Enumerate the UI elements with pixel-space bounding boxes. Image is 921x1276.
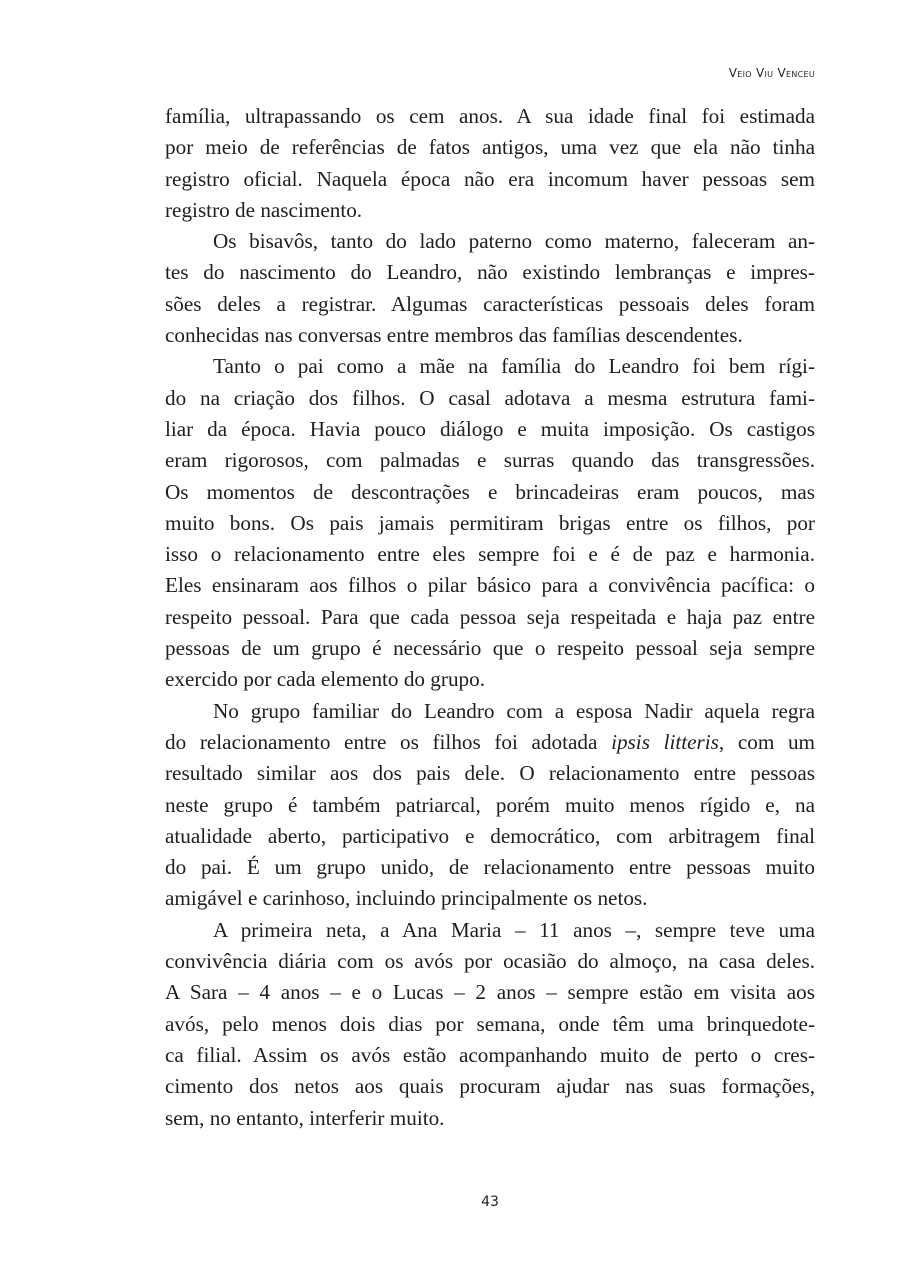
- text-line: avós, pelo menos dois dias por semana, onde têm uma brinquedote-: [165, 1011, 815, 1036]
- text-line: conhecidas nas conversas entre membros das famílias descendentes.: [165, 323, 743, 348]
- text-line: cimento dos netos aos quais procuram ajudar nas suas formações,: [165, 1074, 815, 1099]
- running-header: Veio Viu Venceu: [728, 66, 815, 80]
- text-line: pessoas de um grupo é necessário que o respeito pessoal seja sempre: [165, 636, 815, 661]
- text-line: família, ultrapassando os cem anos. A sua idade final foi estimada: [165, 104, 815, 128]
- text-line-with-italic: [165, 727, 815, 758]
- text-line: No grupo familiar do Leandro com a esposa Nadir aquela regra: [213, 698, 815, 723]
- text-line: eram rigorosos, com palmadas e surras quando das transgressões.: [165, 448, 815, 473]
- text-line: sões deles a registrar. Algumas características pessoais deles foram: [165, 291, 815, 316]
- text-line: registro oficial. Naquela época não era incomum haver pessoas sem: [165, 166, 815, 191]
- text-line: A primeira neta, a Ana Maria – 11 anos –, sempre teve uma: [213, 917, 815, 942]
- text-line: do pai. É um grupo unido, de relacionamento entre pessoas muito: [165, 855, 815, 880]
- text-line: convivência diária com os avós por ocasião do almoço, na casa deles.: [165, 949, 815, 974]
- paragraph: [165, 696, 815, 915]
- text-segment: do relacionamento entre os filhos foi adotada: [165, 729, 598, 754]
- text-line: Os momentos de descontrações e brincadeiras eram poucos, mas: [165, 479, 815, 504]
- text-line: isso o relacionamento entre eles sempre foi e é de paz e harmonia.: [165, 542, 815, 567]
- text-line: tes do nascimento do Leandro, não existindo lembranças e impres-: [165, 260, 815, 285]
- text-line: do na criação dos filhos. O casal adotava a mesma estrutura fami-: [165, 385, 815, 410]
- text-line: neste grupo é também patriarcal, porém muito menos rígido e, na: [165, 792, 815, 817]
- italic-phrase: ipsis litteris: [611, 729, 719, 754]
- text-line: sem, no entanto, interferir muito.: [165, 1105, 445, 1130]
- text-line: amigável e carinhoso, incluindo principalmente os netos.: [165, 886, 648, 911]
- paragraph: [165, 915, 815, 1134]
- text-line: liar da época. Havia pouco diálogo e muita imposição. Os castigos: [165, 416, 815, 441]
- paragraph: [165, 351, 815, 695]
- paragraph: [165, 226, 815, 351]
- text-segment: , com um: [718, 729, 816, 754]
- text-line: Tanto o pai como a mãe na família do Leandro foi bem rígi-: [213, 354, 815, 379]
- text-line: Os bisavôs, tanto do lado paterno como materno, faleceram an-: [213, 229, 815, 254]
- text-line: ca filial. Assim os avós estão acompanhando muito de perto o cres-: [165, 1042, 815, 1067]
- text-line: exercido por cada elemento do grupo.: [165, 667, 486, 692]
- page-number: 43: [481, 1194, 499, 1210]
- text-line: Eles ensinaram aos filhos o pilar básico para a convivência pacífica: o: [165, 573, 815, 598]
- paragraph: [165, 101, 815, 226]
- text-line: atualidade aberto, participativo e democrático, com arbitragem final: [165, 823, 815, 848]
- text-line: registro de nascimento.: [165, 197, 363, 222]
- text-line: respeito pessoal. Para que cada pessoa seja respeitada e haja paz entre: [165, 604, 815, 629]
- text-line: resultado similar aos dos pais dele. O relacionamento entre pessoas: [165, 761, 815, 786]
- text-line: por meio de referências de fatos antigos, uma vez que ela não tinha: [165, 135, 815, 160]
- text-line: A Sara – 4 anos – e o Lucas – 2 anos – sempre estão em visita aos: [165, 980, 815, 1005]
- body-text: [165, 101, 815, 1134]
- text-line: muito bons. Os pais jamais permitiram brigas entre os filhos, por: [165, 510, 815, 535]
